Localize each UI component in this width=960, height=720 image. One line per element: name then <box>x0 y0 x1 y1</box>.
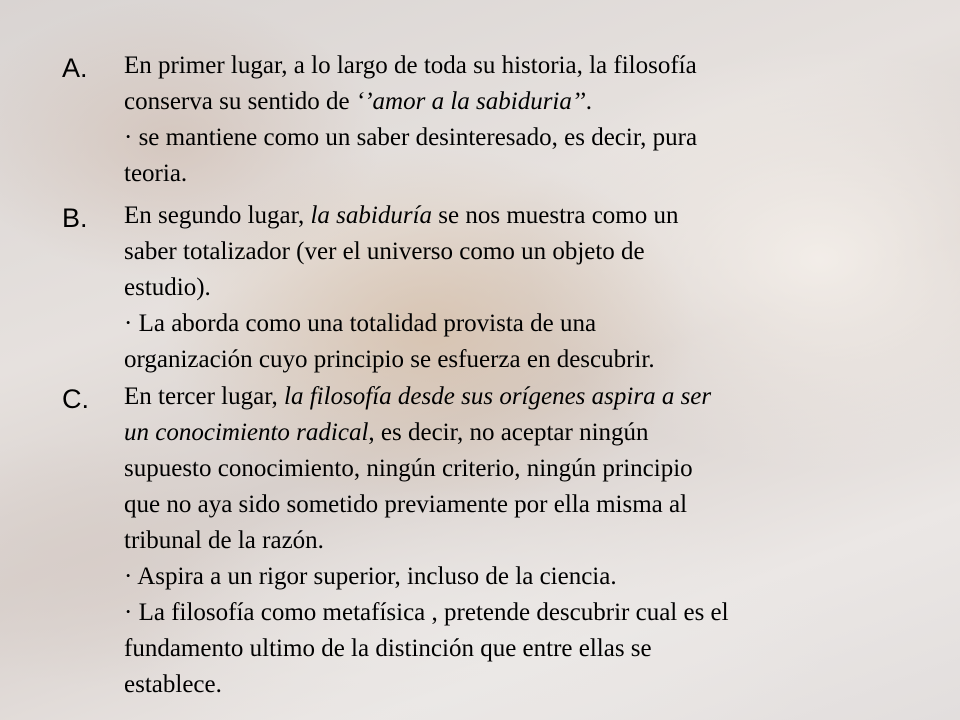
italic-phrase: la filosofía desde sus orígenes aspira a ser <box>284 383 712 410</box>
text-line <box>124 234 914 270</box>
text-line <box>124 559 914 595</box>
text-line <box>124 523 914 559</box>
list-item-b-text <box>124 198 914 378</box>
text-line <box>124 487 914 523</box>
text-span: , es decir, no aceptar ningún <box>368 419 649 446</box>
text-span: estudio). <box>124 274 211 301</box>
list-marker-b: B. <box>62 203 88 233</box>
text-span: · se mantiene como un saber desinteresado, es decir, pura <box>124 124 698 151</box>
italic-phrase: la sabiduría <box>310 202 433 229</box>
text-line <box>124 156 914 192</box>
italic-phrase: ‘’amor a la sabiduria’’ <box>355 88 586 115</box>
text-line <box>124 270 914 306</box>
text-span: tribunal de la razón. <box>124 527 324 554</box>
text-line <box>124 306 914 342</box>
text-line <box>124 379 914 415</box>
text-line <box>124 198 914 234</box>
text-span: · Aspira a un rigor superior, incluso de la ciencia. <box>124 563 617 590</box>
text-line <box>124 667 914 703</box>
text-line <box>124 415 914 451</box>
text-span: En segundo lugar, <box>124 202 311 229</box>
text-line <box>124 120 914 156</box>
text-line <box>124 48 914 84</box>
text-span: · La filosofía como metafísica , pretende descubrir cual es el <box>124 599 729 626</box>
italic-phrase: un conocimiento radical <box>124 419 369 446</box>
text-span: saber totalizador (ver el universo como un objeto de <box>124 238 645 265</box>
text-span: conserva su sentido de <box>124 88 356 115</box>
text-line <box>124 451 914 487</box>
text-span: que no aya sido sometido previamente por ella misma al <box>124 491 688 518</box>
text-line <box>124 595 914 631</box>
list-item-a-text <box>124 48 914 192</box>
text-span: organización cuyo principio se esfuerza en descubrir. <box>124 346 655 373</box>
list-item-c-text <box>124 379 914 703</box>
text-span: supuesto conocimiento, ningún criterio, ningún principio <box>124 455 693 482</box>
text-line <box>124 342 914 378</box>
text-span: En tercer lugar, <box>124 383 285 410</box>
text-span: teoria. <box>124 160 188 187</box>
text-line <box>124 631 914 667</box>
text-span: · La aborda como una totalidad provista de una <box>124 310 597 337</box>
text-line <box>124 84 914 120</box>
list-marker-c: C. <box>62 384 89 414</box>
text-span: fundamento ultimo de la distinción que entre ellas se <box>124 635 652 662</box>
text-span: . <box>585 88 592 115</box>
list-marker-a: A. <box>62 53 88 83</box>
text-span: se nos muestra como un <box>432 202 679 229</box>
text-span: En primer lugar, a lo largo de toda su historia, la filosofía <box>124 52 697 79</box>
text-span: establece. <box>124 671 222 698</box>
